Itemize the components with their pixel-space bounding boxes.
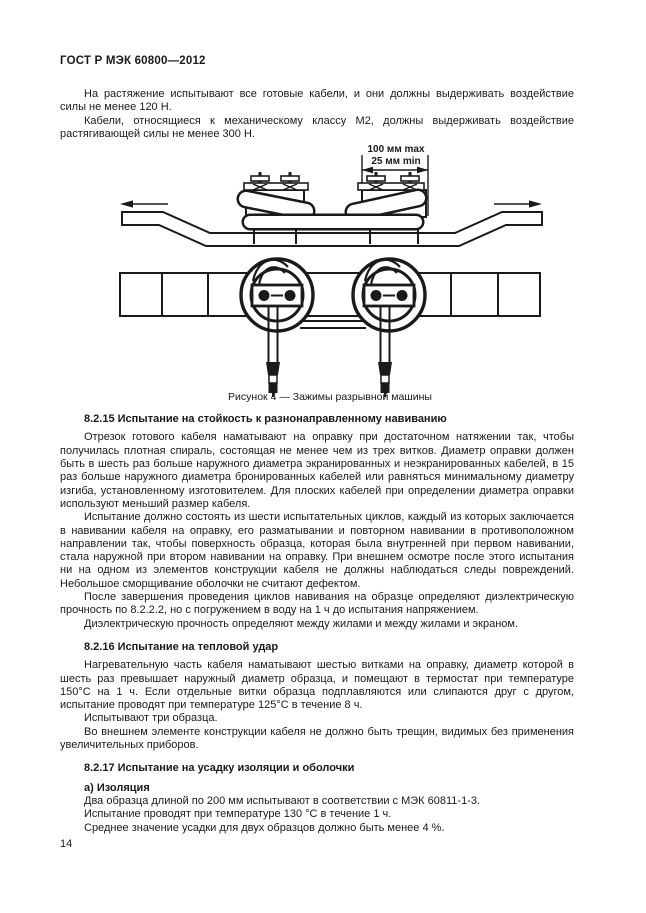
cable-between-pulleys <box>300 321 366 328</box>
paragraph: Отрезок готового кабеля наматывают на оправку при достаточном натяжении так, чтобы получилась плотная спираль, состоящая не менее чем из трех витков. Диаметр оправки должен быть в шесть раз больше наружного диаметра экранированных и неэкранированных кабелей, в 15 раз больше наружного диаметра бронированных кабелей или равняться минимальному диаметру изгиба, установленному изготовителем. Для плоских кабелей при определении диаметра оправки используют меньший размер кабеля. <box>60 431 574 510</box>
paragraph: Испытывают три образца. <box>84 712 218 725</box>
dim-label-max: 100 мм max <box>367 144 425 156</box>
pull-arrow-left-icon <box>120 201 168 208</box>
grip-plate-right <box>364 285 414 306</box>
paragraph: Испытание проводят при температуре 130 °С в течение 1 ч. <box>84 808 392 821</box>
crosshead-bar <box>120 273 540 316</box>
paragraph: Испытание должно состоять из шести испытательных циклов, каждый из которых заключается в навивании кабеля на оправку, его разматывании и повторном навивании в противоположном направлении так, чтобы поверхность образца, которая была внутренней при первом навивании, стала наружной при втором навивании на оправку. При внешнем осмотре после этого испытания ни на одном из элементов конструкции кабеля не должны наблюдаться следы повреждений. Небольшое сморщивание оболочки не считают дефектом. <box>60 511 574 590</box>
paragraph: После завершения проведения циклов навивания на образце определяют диэлектрическую прочность по 8.2.2.2, но с погружением в воду на 1 ч до испытания напряжением. <box>60 591 574 617</box>
paragraph: Нагревательную часть кабеля наматывают шестью витками на оправку, диаметр которой в шесть раз превышает наружный диаметр образца, и помещают в термостат при температуре 150°С на 1 ч. Если отдельные витки образца подплавляются или слипаются друг с другом, испытание проводят при температуре 125°С в течение 8 ч. <box>60 659 574 712</box>
paragraph: Среднее значение усадки для двух образцов должно быть менее 4 %. <box>84 821 445 834</box>
paragraph: Во внешнем элементе конструкции кабеля не должно быть трещин, видимых без применения увеличительных приборов. <box>60 725 574 752</box>
paragraph: Диэлектрическую прочность определяют между жилами и между жилами и экраном. <box>84 617 519 630</box>
standard-designation: ГОСТ Р МЭК 60800—2012 <box>60 55 206 67</box>
intro-paragraph-1: На растяжение испытывают все готовые кабели, и они должны выдерживать воздействие силы не менее 120 Н. <box>60 88 574 114</box>
section-heading-8-2-17: 8.2.17 Испытание на усадку изоляции и оболочки <box>84 762 355 775</box>
dim-label-min: 25 мм min <box>371 156 421 168</box>
grip-plate-left <box>252 285 302 306</box>
intro-paragraph-2: Кабели, относящиеся к механическому классу М2, должны выдерживать воздействие растягивающей силы не менее 300 Н. <box>60 114 574 140</box>
section-heading-8-2-16: 8.2.16 Испытание на тепловой удар <box>84 640 279 653</box>
clamp-rollers <box>246 198 418 212</box>
figure-4-caption: Рисунок 4 — Зажимы разрывной машины <box>228 391 432 404</box>
section-heading-8-2-15: 8.2.15 Испытание на стойкость к разнонаправленному навиванию <box>84 413 447 426</box>
figure-4 <box>95 139 565 403</box>
paragraph: Два образца длиной по 200 мм испытывают в соответствии с МЭК 60811-1-3. <box>84 794 481 807</box>
subsection-heading-insulation: а) Изоляция <box>84 781 150 794</box>
text-column <box>60 55 574 835</box>
figure-4-diagram <box>95 139 565 397</box>
page-number: 14 <box>60 838 73 850</box>
pull-arrow-right-icon <box>494 201 542 208</box>
